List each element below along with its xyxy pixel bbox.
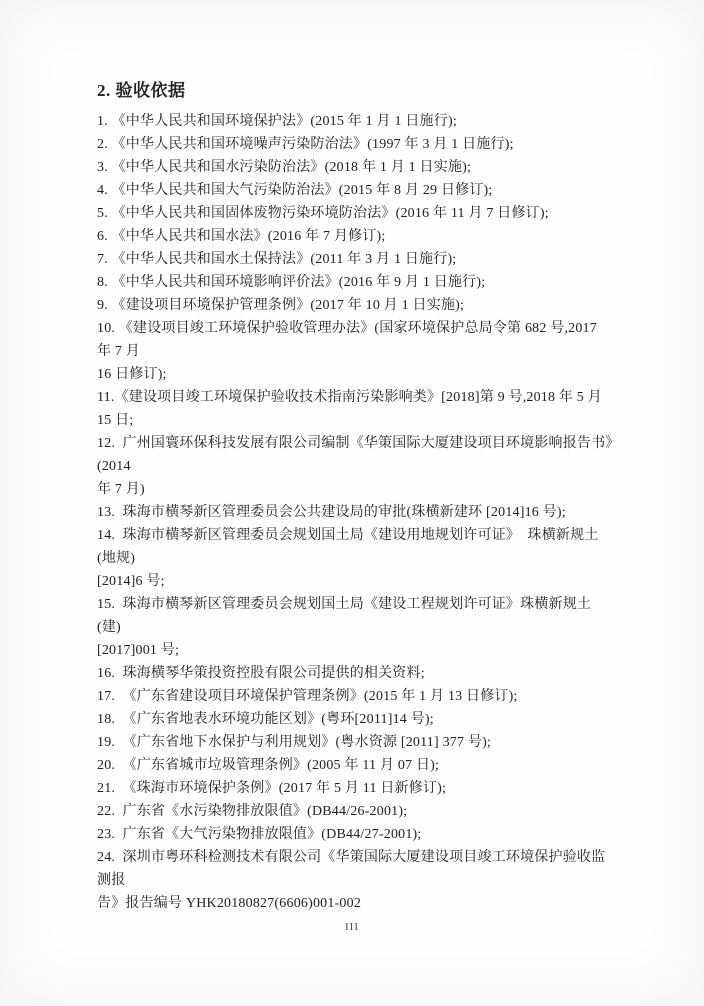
list-item-line: 17. 《广东省建设项目环境保护管理条例》(2015 年 1 月 13 日修订); (97, 689, 518, 704)
list-item (97, 110, 613, 133)
list-item (97, 156, 613, 179)
list-item-line: 告》报告编号 YHK20180827(6606)001-002 (97, 896, 362, 911)
page-number: III (345, 921, 359, 933)
list-item (97, 271, 613, 294)
list-item-line: 1. 《中华人民共和国环境保护法》(2015 年 1 月 1 日施行); (97, 114, 457, 129)
list-item (97, 662, 613, 685)
list-item (97, 133, 613, 156)
list-item-line: 9. 《建设项目环境保护管理条例》(2017 年 10 月 1 日实施); (97, 298, 465, 313)
list-item-line: 24. 深圳市粤环科检测技术有限公司《华策国际大厦建设项目竣工环境保护验收监测报 (97, 850, 606, 888)
document-content (97, 80, 613, 915)
list-item (97, 593, 613, 662)
list-item-line: 13. 珠海市横琴新区管理委员会公共建设局的审批(珠横新建环 [2014]16 号); (97, 505, 566, 520)
list-item-line: 15. 珠海市横琴新区管理委员会规划国土局《建设工程规划许可证》珠横新规土(建) (97, 597, 592, 635)
list-item-line: 12. 广州国寰环保科技发展有限公司编制《华策国际大厦建设项目环境影响报告书》(2014 (97, 436, 613, 474)
list-item-line: 7. 《中华人民共和国水土保持法》(2011 年 3 月 1 日施行); (97, 252, 457, 267)
list-item (97, 846, 613, 915)
list-item (97, 432, 613, 501)
list-item-line: 3. 《中华人民共和国水污染防治法》(2018 年 1 月 1 日实施); (97, 160, 472, 175)
list-item (97, 800, 613, 823)
list-item-line: 10. 《建设项目竣工环境保护验收管理办法》(国家环境保护总局令第 682 号,2017 年 7 月 (97, 321, 601, 359)
list-item-line: 4. 《中华人民共和国大气污染防治法》(2015 年 8 月 29 日修订); (97, 183, 493, 198)
list-item (97, 524, 613, 593)
list-item (97, 294, 613, 317)
list-item (97, 777, 613, 800)
list-item-line: [2017]001 号; (97, 643, 180, 658)
list-item (97, 823, 613, 846)
list-item-line: 2. 《中华人民共和国环境噪声污染防治法》(1997 年 3 月 1 日施行); (97, 137, 514, 152)
list-item (97, 179, 613, 202)
list-item (97, 248, 613, 271)
list-item-line: 11.《建设项目竣工环境保护验收技术指南污染影响类》[2018]第 9 号,2018 年 5 月 15 日; (97, 390, 606, 428)
list-item (97, 202, 613, 225)
list-item (97, 754, 613, 777)
list-item-line: 16 日修订); (97, 367, 167, 382)
list-item (97, 386, 613, 432)
list-item-line: 21. 《珠海市环境保护条例》(2017 年 5 月 11 日新修订); (97, 781, 447, 796)
section-heading: 2. 验收依据 (97, 81, 186, 100)
list-item (97, 225, 613, 248)
list-item (97, 501, 613, 524)
list-item-line: [2014]6 号; (97, 574, 165, 589)
list-item-line: 8. 《中华人民共和国环境影响评价法》(2016 年 9 月 1 日施行); (97, 275, 486, 290)
list-item-line: 20. 《广东省城市垃圾管理条例》(2005 年 11 月 07 日); (97, 758, 440, 773)
list-item (97, 708, 613, 731)
list-item-line: 5. 《中华人民共和国固体废物污染环境防治法》(2016 年 11 月 7 日修订); (97, 206, 549, 221)
reference-list (97, 110, 613, 915)
list-item-line: 16. 珠海横琴华策投资控股有限公司提供的相关资料; (97, 666, 425, 681)
list-item (97, 731, 613, 754)
list-item-line: 年 7 月) (97, 482, 145, 497)
list-item (97, 685, 613, 708)
list-item (97, 317, 613, 386)
list-item-line: 19. 《广东省地下水保护与利用规划》(粤水资源 [2011] 377 号); (97, 735, 492, 750)
list-item-line: 6. 《中华人民共和国水法》(2016 年 7 月修订); (97, 229, 386, 244)
list-item-line: 18. 《广东省地表水环境功能区划》(粤环[2011]14 号); (97, 712, 434, 727)
list-item-line: 22. 广东省《水污染物排放限值》(DB44/26-2001); (97, 804, 408, 819)
list-item-line: 14. 珠海市横琴新区管理委员会规划国土局《建设用地规划许可证》 珠横新规土(地规) (97, 528, 599, 566)
list-item-line: 23. 广东省《大气污染物排放限值》(DB44/27-2001); (97, 827, 422, 842)
